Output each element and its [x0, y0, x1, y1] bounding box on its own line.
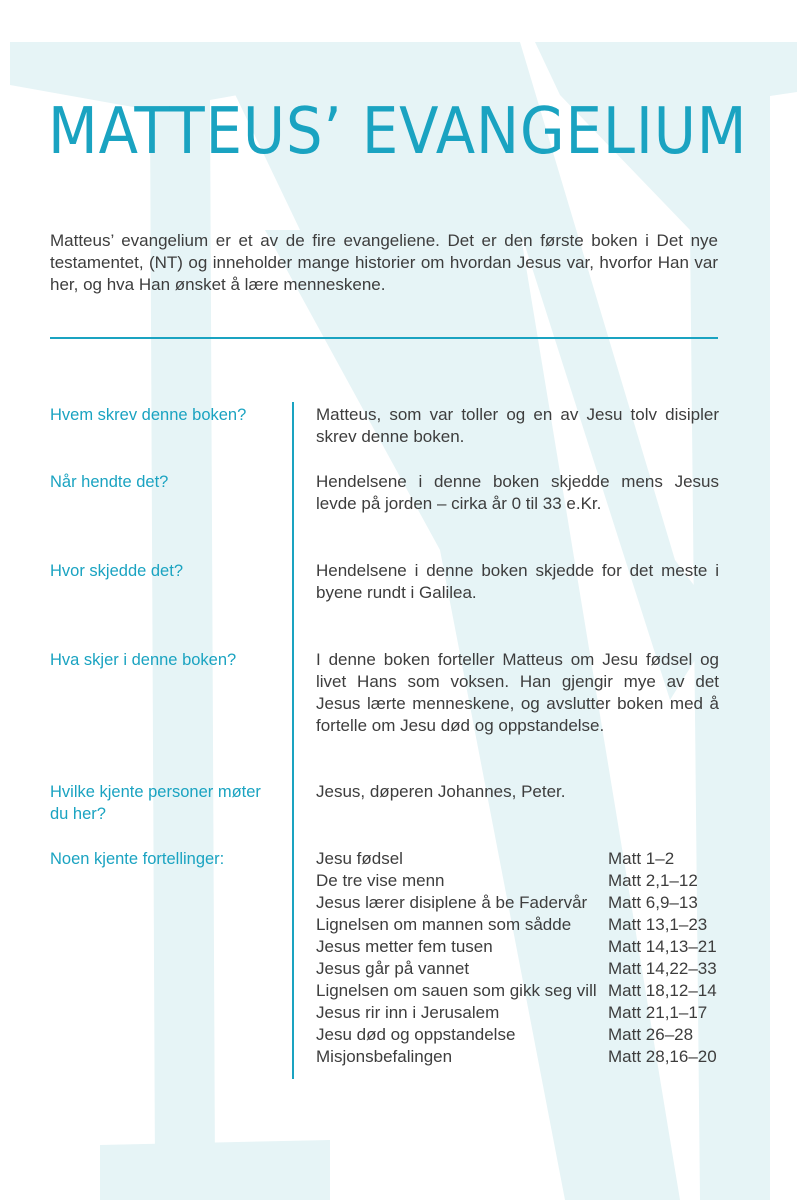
answer-what-happens: I denne boken forteller Matteus om Jesu fødsel og livet Hans som voksen. Han gjengir mye av det Jesus lærte menneskene, og avslutter boken med å fortelle om Jesu død og oppstandelse.	[316, 650, 719, 735]
story-row	[316, 1002, 736, 1024]
question-what-happens: Hva skjer i denne boken?	[50, 651, 237, 669]
story-row	[316, 848, 736, 870]
story-row	[316, 1046, 736, 1068]
question-known-persons: Hvilke kjente personer møter du her?	[50, 783, 261, 823]
story-title: Misjonsbefalingen	[316, 1047, 453, 1066]
question-where: Hvor skjedde det?	[50, 562, 183, 580]
stories-heading: Noen kjente fortellinger:	[50, 850, 225, 868]
story-row	[316, 980, 736, 1002]
story-row	[316, 892, 736, 914]
story-reference: Matt 6,9–13	[608, 893, 698, 912]
story-title: Jesus rir inn i Jerusalem	[316, 1003, 500, 1022]
question-when: Når hendte det?	[50, 473, 169, 491]
answer-author: Matteus, som var toller og en av Jesu tolv disipler skrev denne boken.	[316, 405, 719, 446]
story-title: Jesus går på vannet	[316, 959, 470, 978]
answer-when: Hendelsene i denne boken skjedde mens Jesus levde på jorden – cirka år 0 til 33 e.Kr.	[316, 472, 719, 513]
question-author: Hvem skrev denne boken?	[50, 406, 247, 424]
column-divider-line	[292, 402, 294, 1079]
story-reference: Matt 18,12–14	[608, 981, 717, 1000]
story-row	[316, 870, 736, 892]
story-reference: Matt 28,16–20	[608, 1047, 717, 1066]
story-title: Lignelsen om sauen som gikk seg vill	[316, 981, 597, 1000]
story-reference: Matt 1–2	[608, 849, 675, 868]
story-reference: Matt 26–28	[608, 1025, 694, 1044]
story-title: Lignelsen om mannen som sådde	[316, 915, 572, 934]
story-title: Jesus metter fem tusen	[316, 937, 493, 956]
intro-paragraph: Matteus’ evangelium er et av de fire evangeliene. Det er den første boken i Det nye testamentet, (NT) og inneholder mange historier om hvordan Jesus var, hvorfor Han var her, og hva Han ønsket å lære menneskene.	[50, 231, 718, 294]
story-row	[316, 936, 736, 958]
story-row	[316, 958, 736, 980]
story-title: Jesu fødsel	[316, 849, 403, 868]
story-reference: Matt 14,13–21	[608, 937, 717, 956]
story-row	[316, 1024, 736, 1046]
story-reference: Matt 2,1–12	[608, 871, 698, 890]
story-title: De tre vise menn	[316, 871, 445, 890]
story-reference: Matt 21,1–17	[608, 1003, 708, 1022]
story-row	[316, 914, 736, 936]
story-reference: Matt 14,22–33	[608, 959, 717, 978]
story-reference: Matt 13,1–23	[608, 915, 708, 934]
stories-list	[316, 848, 736, 1068]
answer-where: Hendelsene i denne boken skjedde for det meste i byene rundt i Galilea.	[316, 561, 719, 602]
page-title: MATTEUS’ EVANGELIUM	[48, 95, 748, 169]
divider-rule	[50, 337, 718, 339]
story-title: Jesu død og oppstandelse	[316, 1025, 516, 1044]
answer-known-persons: Jesus, døperen Johannes, Peter.	[316, 782, 566, 801]
story-title: Jesus lærer disiplene å be Fadervår	[316, 893, 588, 912]
